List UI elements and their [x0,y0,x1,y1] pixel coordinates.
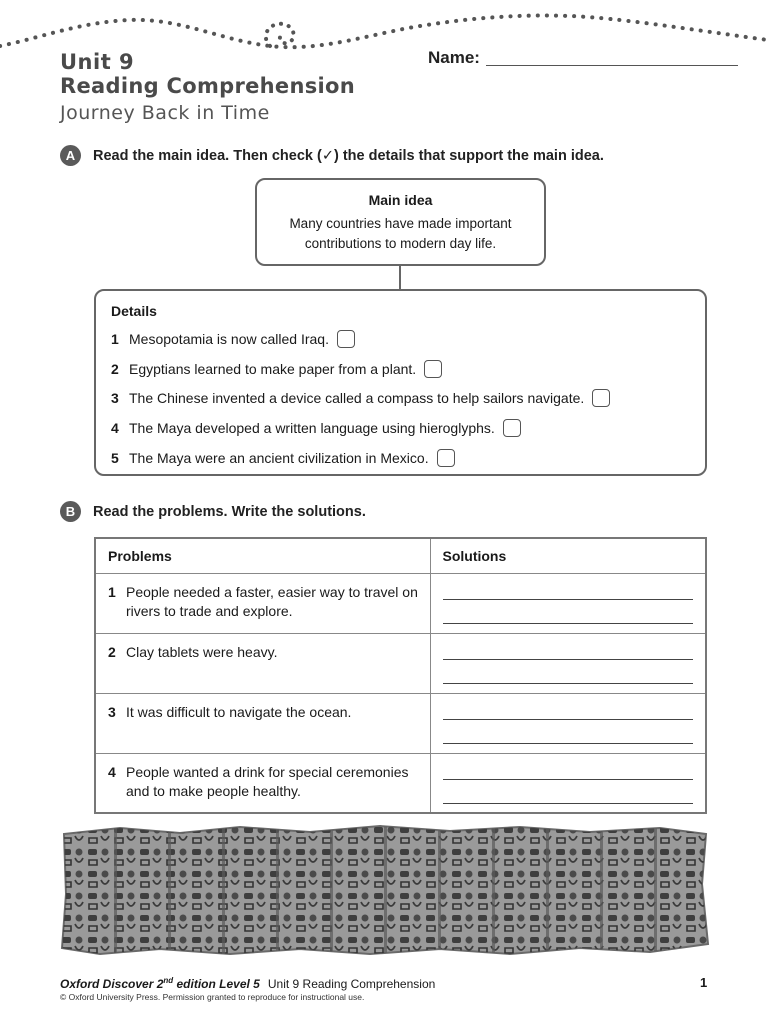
detail-item [111,384,705,414]
footer-series [60,976,435,991]
solution-cell[interactable] [430,753,706,813]
problem-text: Clay tablets were heavy. [126,643,278,660]
solution-line[interactable] [443,743,694,744]
problem-number: 1 [108,583,116,600]
problem-number: 3 [108,703,116,720]
detail-text: Egyptians learned to make paper from a plant. [129,360,417,377]
detail-text: Mesopotamia is now called Iraq. [129,330,329,347]
section-a-header [60,145,604,166]
detail-number: 1 [111,330,119,347]
detail-number: 2 [111,360,119,377]
section-a-badge: A [60,145,81,166]
solution-cell[interactable] [430,693,706,753]
problems-column-header: Problems [95,538,430,573]
detail-text: The Maya developed a written language using hieroglyphs. [129,420,495,437]
main-idea-box [255,178,546,266]
page-title: Reading Comprehension [60,74,355,98]
hieroglyph-stone-image [60,824,710,956]
section-b-instruction: Read the problems. Write the solutions. [93,503,366,520]
detail-text: The Maya were an ancient civilization in Mexico. [129,450,429,467]
section-a-instruction: Read the main idea. Then check (✓) the details that support the main idea. [93,147,604,164]
problem-cell [95,633,430,693]
problems-solutions-table [94,537,707,814]
section-b-badge: B [60,501,81,522]
solution-cell[interactable] [430,573,706,633]
table-row [95,633,706,693]
solution-line[interactable] [443,599,694,600]
solutions-column-header: Solutions [430,538,706,573]
unit-label: Unit 9 [60,50,135,74]
solution-cell[interactable] [430,633,706,693]
detail-checkbox[interactable] [337,330,355,348]
footer-series-title: Oxford Discover 2nd edition Level 5 [60,976,260,991]
footer-copyright: © Oxford University Press. Permission granted to reproduce for instructional use. [60,992,365,1002]
problem-number: 4 [108,763,116,780]
page-number: 1 [700,975,708,990]
problem-cell [95,693,430,753]
details-box [94,289,707,476]
solution-line[interactable] [443,779,694,780]
table-header-row [95,538,706,573]
detail-item [111,413,705,443]
detail-checkbox[interactable] [424,360,442,378]
problem-cell [95,753,430,813]
problem-number: 2 [108,643,116,660]
detail-checkbox[interactable] [437,449,455,467]
detail-number: 4 [111,420,119,437]
table-row [95,693,706,753]
solution-line[interactable] [443,719,694,720]
detail-number: 5 [111,450,119,467]
detail-item [111,324,705,354]
table-row [95,753,706,813]
solution-line[interactable] [443,683,694,684]
problem-text: People wanted a drink for special ceremonies and to make people healthy. [126,763,409,799]
solution-line[interactable] [443,659,694,660]
detail-item [111,443,705,473]
details-heading: Details [111,303,157,319]
table-row [95,573,706,633]
detail-item [111,354,705,384]
section-b-header [60,501,366,522]
detail-number: 3 [111,390,119,407]
detail-checkbox[interactable] [592,389,610,407]
solution-line[interactable] [443,803,694,804]
detail-text: The Chinese invented a device called a compass to help sailors navigate. [129,390,585,407]
connector-line [399,266,401,289]
problem-text: People needed a faster, easier way to travel on rivers to trade and explore. [126,583,418,619]
problem-text: It was difficult to navigate the ocean. [126,703,352,720]
main-idea-heading: Main idea [368,192,433,208]
problem-cell [95,573,430,633]
name-field[interactable] [486,65,738,66]
detail-checkbox[interactable] [503,419,521,437]
main-idea-text: Many countries have made important contributions to modern day life. [289,216,512,251]
solution-line[interactable] [443,623,694,624]
page-subtitle: Journey Back in Time [60,102,270,124]
name-label: Name: [428,48,480,67]
footer-unit-label: Unit 9 Reading Comprehension [267,977,436,991]
